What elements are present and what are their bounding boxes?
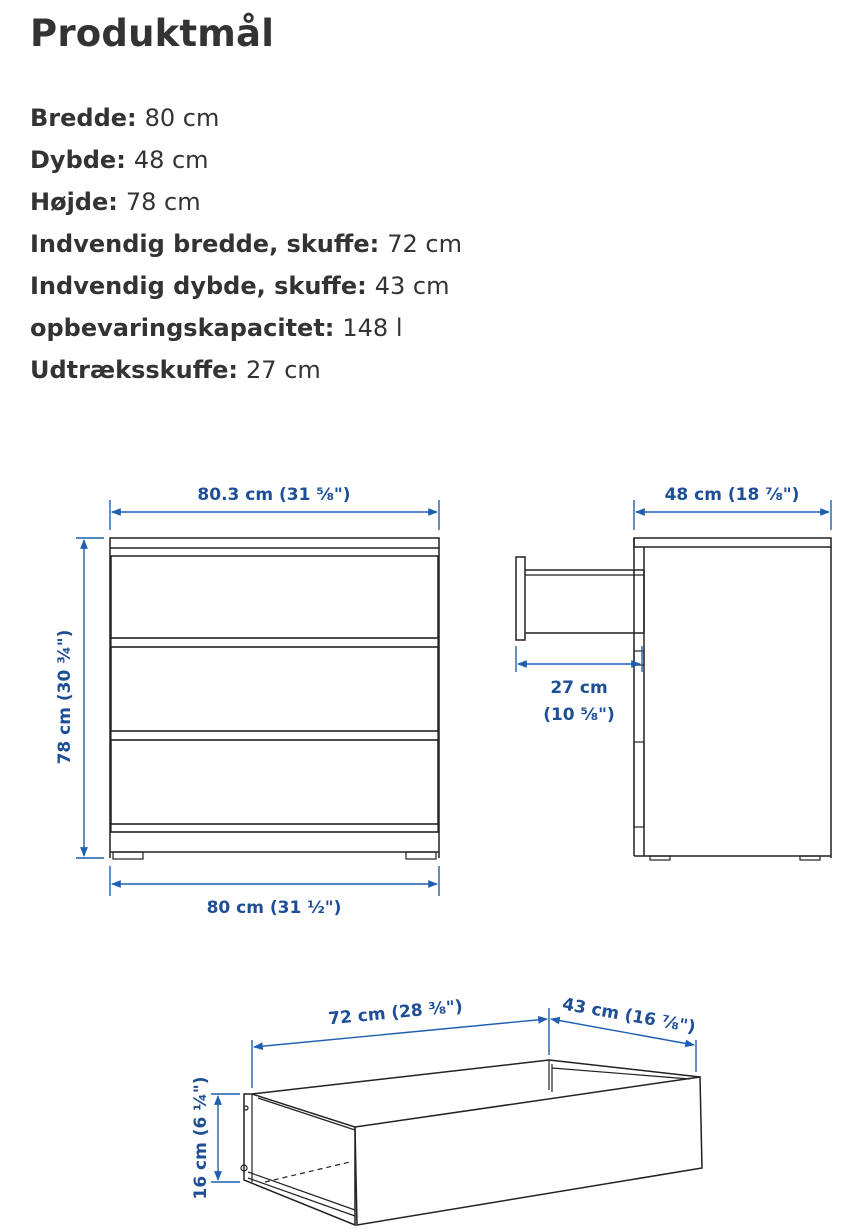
- drawer-depth-label: 43 cm (16 ⅞"): [560, 994, 698, 1038]
- drawer-width-label: 72 cm (28 ⅜"): [327, 996, 464, 1030]
- front-drawer: [111, 556, 438, 638]
- front-bottom-width-label: 80 cm (31 ½"): [206, 898, 342, 918]
- drawer-height-label: 16 cm (6 ¼"): [191, 1076, 211, 1200]
- spec-value: 72 cm: [387, 230, 462, 258]
- spec-label: Indvendig bredde, skuffe:: [30, 230, 380, 258]
- spec-value: 80 cm: [144, 104, 220, 132]
- spec-label: Indvendig dybde, skuffe:: [30, 272, 367, 300]
- front-height-label: 78 cm (30 ¾"): [55, 629, 75, 765]
- spec-label: Bredde:: [30, 104, 137, 132]
- spec-value: 48 cm: [133, 146, 209, 174]
- pullout-label-in: (10 ⅝"): [543, 705, 615, 725]
- drawer-view: [191, 995, 702, 1225]
- spec-label: opbevaringskapacitet:: [30, 314, 335, 342]
- spec-value: 78 cm: [125, 188, 201, 216]
- front-view: [55, 485, 439, 918]
- front-top-panel: [110, 538, 439, 548]
- pulled-drawer-front: [516, 557, 525, 640]
- spec-label: Dybde:: [30, 146, 126, 174]
- spec-value: 27 cm: [246, 356, 321, 384]
- front-drawer: [111, 740, 438, 824]
- spec-label: Højde:: [30, 188, 118, 216]
- front-top-width-label: 80.3 cm (31 ⅝"): [197, 485, 351, 505]
- spec-value: 148 l: [342, 314, 403, 342]
- page-title: Produktmål: [30, 12, 275, 55]
- pullout-label-cm: 27 cm: [550, 678, 608, 698]
- side-depth-label: 48 cm (18 ⅞"): [664, 485, 800, 505]
- front-drawer: [111, 647, 438, 731]
- spec-value: 43 cm: [374, 272, 450, 300]
- side-view: [516, 485, 831, 860]
- spec-label: Udtræksskuffe:: [30, 356, 239, 384]
